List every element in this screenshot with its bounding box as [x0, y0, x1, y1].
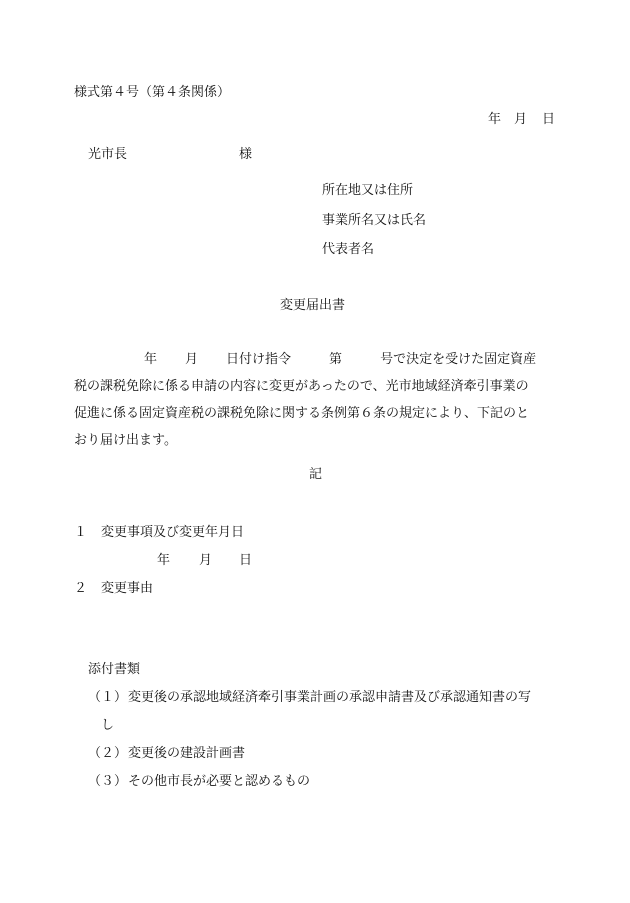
- attachment-1-continuation: し: [101, 718, 115, 733]
- attachment-2-text: 変更後の建設計画書: [128, 746, 246, 761]
- body-line-1: [74, 346, 564, 373]
- ki-marker: 記: [309, 467, 323, 482]
- body-dai: 第: [329, 352, 343, 367]
- item-date-day: 日: [239, 553, 253, 568]
- item-1-number: １: [74, 525, 88, 540]
- representative-label: 代表者名: [322, 242, 375, 257]
- attachment-2-number: （２）: [88, 746, 128, 761]
- body-paragraph: [74, 346, 564, 454]
- document-title: 変更届出書: [280, 298, 346, 313]
- date-year: 年: [488, 112, 502, 127]
- attachment-1-number: （１）: [88, 690, 128, 705]
- form-number: 様式第４号（第４条関係）: [74, 85, 231, 100]
- date-month: 月: [514, 112, 528, 127]
- body-line-2: 税の課税免除に係る申請の内容に変更があったので、光市地域経済牽引事業の: [74, 379, 529, 394]
- company-label: 事業所名又は氏名: [322, 213, 427, 228]
- item-1-label: 変更事項及び変更年月日: [101, 525, 245, 540]
- body-year: 年: [144, 352, 158, 367]
- item-2-number: ２: [74, 581, 88, 596]
- item-date-month: 月: [199, 553, 213, 568]
- attachments-heading: 添付書類: [88, 662, 141, 677]
- attachment-3-text: その他市長が必要と認めるもの: [128, 774, 311, 789]
- date-day: 日: [542, 112, 556, 127]
- body-line1-rest: 号で決定を受けた固定資産: [380, 352, 537, 367]
- address-label: 所在地又は住所: [322, 183, 414, 198]
- body-line-3: 促進に係る固定資産税の課税免除に関する条例第６条の規定により、下記のと: [74, 406, 530, 421]
- attachment-1-text: 変更後の承認地域経済牽引事業計画の承認申請書及び承認通知書の写: [128, 690, 532, 705]
- attachment-3-number: （３）: [88, 774, 128, 789]
- addressee-name: 光市長: [88, 147, 128, 162]
- body-date-designation: 日付け指令: [226, 352, 292, 367]
- item-date-year: 年: [157, 553, 171, 568]
- body-month: 月: [185, 352, 199, 367]
- body-line-4: おり届け出ます。: [74, 433, 177, 448]
- addressee-honorific: 様: [239, 147, 253, 162]
- item-2-label: 変更事由: [101, 581, 154, 596]
